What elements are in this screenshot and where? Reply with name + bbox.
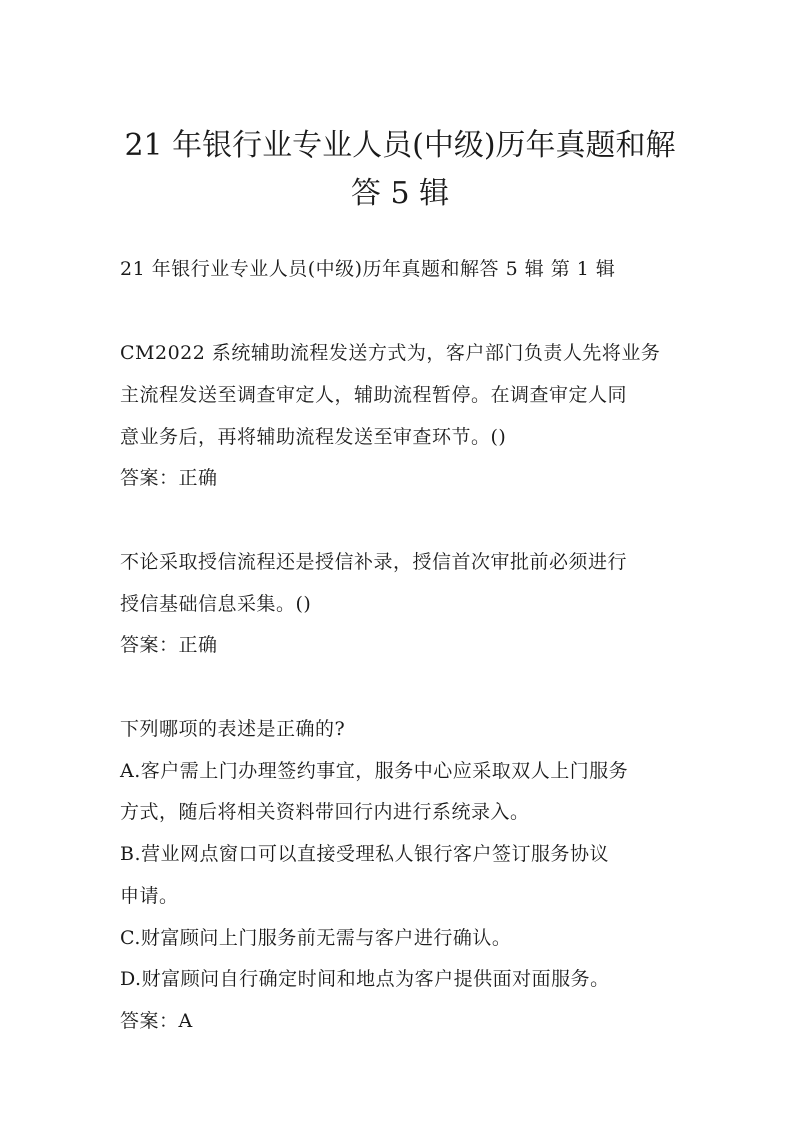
question-3-option-c: C.财富顾问上门服务前无需与客户进行确认。 bbox=[120, 927, 512, 949]
title-line-2: 答 5 辑 bbox=[350, 176, 450, 211]
question-3-answer: 答案：A bbox=[120, 1010, 193, 1032]
question-3-option-b-line-2: 申请。 bbox=[120, 885, 179, 907]
question-3-option-a-line-1: A.客户需上门办理签约事宜，服务中心应采取双人上门服务 bbox=[120, 760, 629, 782]
question-2-answer: 答案：正确 bbox=[120, 634, 218, 656]
question-1-line-1: CM2022 系统辅助流程发送方式为，客户部门负责人先将业务 bbox=[120, 342, 661, 364]
question-2-line-1: 不论采取授信流程还是授信补录，授信首次审批前必须进行 bbox=[120, 551, 628, 573]
question-1-line-3: 意业务后，再将辅助流程发送至审查环节。() bbox=[120, 426, 507, 448]
subtitle: 21 年银行业专业人员(中级)历年真题和解答 5 辑 第 1 辑 bbox=[120, 258, 616, 280]
document-title bbox=[60, 122, 740, 218]
question-2-line-2: 授信基础信息采集。() bbox=[120, 593, 312, 615]
question-1-line-2: 主流程发送至调查审定人，辅助流程暂停。在调查审定人同 bbox=[120, 384, 628, 406]
question-3-option-d: D.财富顾问自行确定时间和地点为客户提供面对面服务。 bbox=[120, 968, 610, 990]
question-3-option-b-line-1: B.营业网点窗口可以直接受理私人银行客户签订服务协议 bbox=[120, 843, 610, 865]
title-line-1: 21 年银行业专业人员(中级)历年真题和解 bbox=[124, 128, 676, 163]
question-3-line-1: 下列哪项的表述是正确的? bbox=[120, 718, 346, 740]
question-3-option-a-line-2: 方式，随后将相关资料带回行内进行系统录入。 bbox=[120, 801, 530, 823]
question-1-answer: 答案：正确 bbox=[120, 467, 218, 489]
